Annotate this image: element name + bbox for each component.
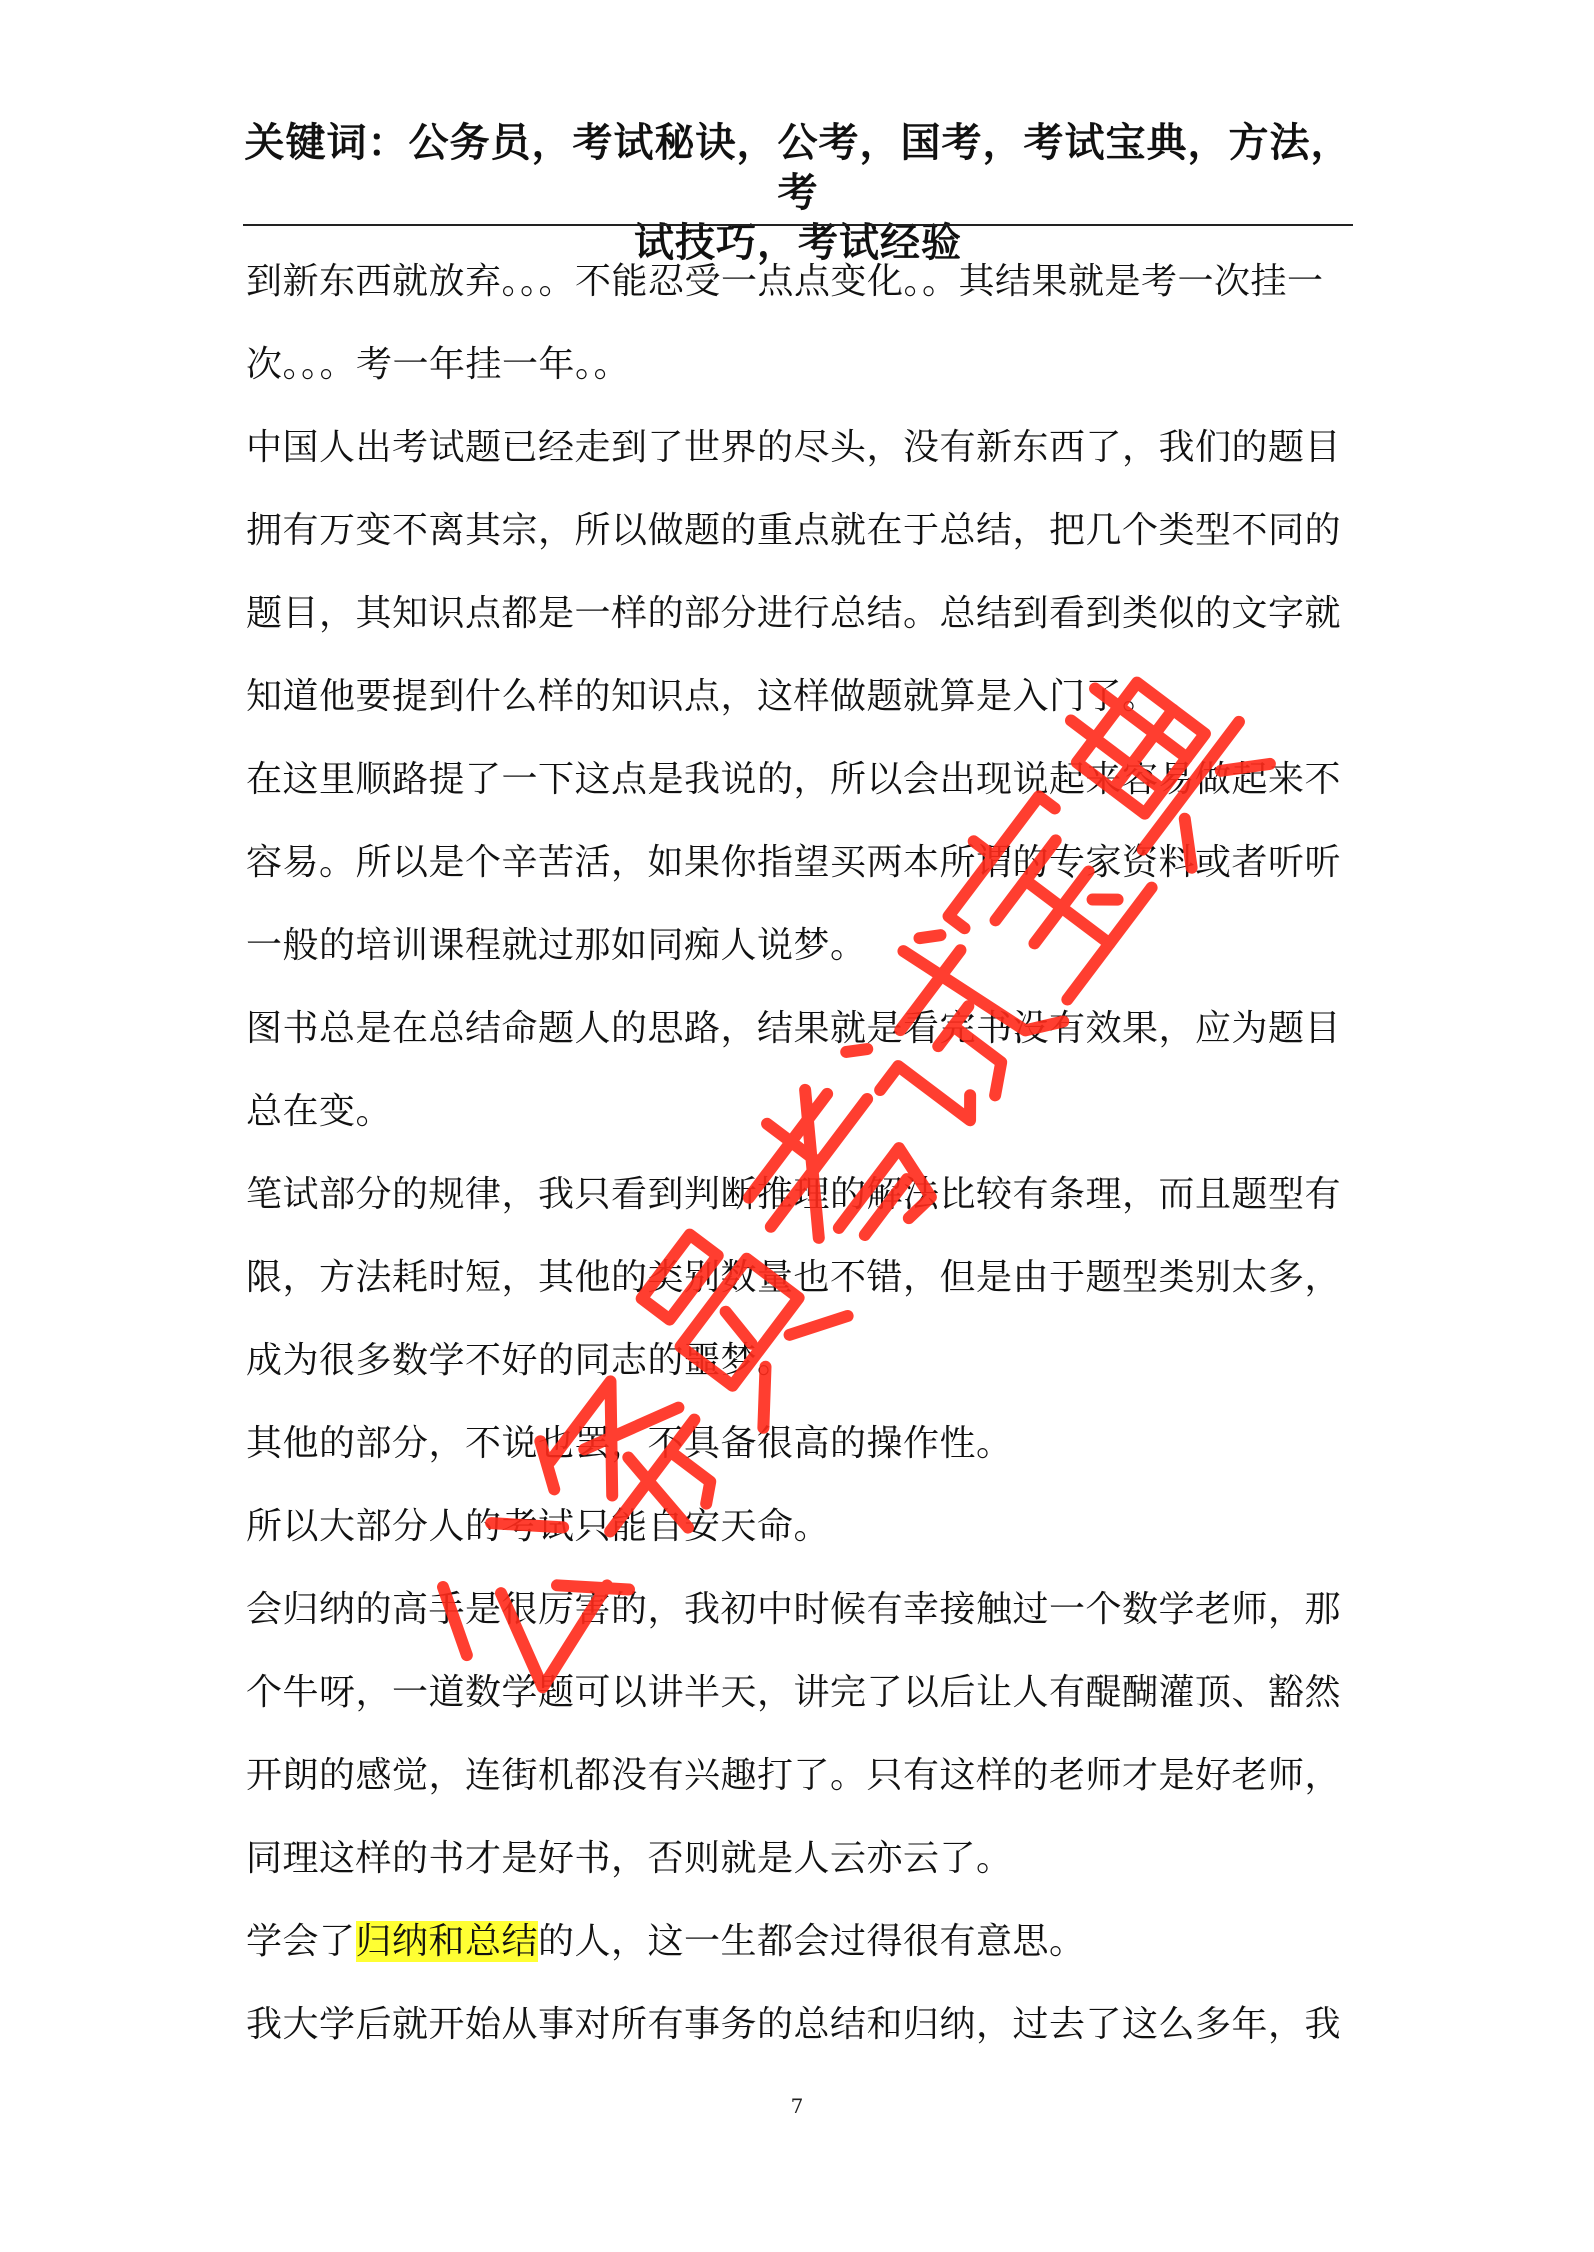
paragraph: 所以大部分人的考试只能自安天命。: [246, 1506, 831, 1547]
paragraph: 图书总是在总结命题人的思路，结果就是看完书没有效果，应为题目总在变。: [246, 1008, 1342, 1132]
paragraph-last: 我大学后就开始从事对所有事务的总结和归纳，过去了这么多年，我: [246, 2004, 1342, 2045]
document-body: [246, 240, 1356, 2066]
paragraph: 笔试部分的规律，我只看到判断推理的解法比较有条理，而且题型有限，方法耗时短，其他的类别数量也不错，但是由于题型类别太多，成为很多数学不好的同志的噩梦。: [246, 1174, 1342, 1381]
paragraph: 会归纳的高手是很厉害的，我初中时候有幸接触过一个数学老师，那个牛呀，一道数学题可以讲半天，讲完了以后让人有醍醐灌顶、豁然开朗的感觉，连街机都没有兴趣打了。只有这样的老师才是好老师，同理这样的书才是好书，否则就是人云亦云了。: [246, 1589, 1342, 1879]
paragraph: 在这里顺路提了一下这点是我说的，所以会出现说起来容易做起来不容易。所以是个辛苦活，如果你指望买两本所谓的专家资料或者听听一般的培训课程就过那如同痴人说梦。: [246, 759, 1342, 966]
header-keywords-line1: 关键词：公务员，考试秘诀，公考，国考，考试宝典，方法，考: [244, 119, 1352, 216]
highlight-before-text: 学会了: [246, 1921, 356, 1962]
paragraph: 中国人出考试题已经走到了世界的尽头，没有新东西了，我们的题目拥有万变不离其宗，所以做题的重点就在于总结，把几个类型不同的题目，其知识点都是一样的部分进行总结。总结到看到类似的文字就知道他要提到什么样的知识点，这样做题就算是入门了。: [246, 427, 1342, 717]
highlight-after-text: 的人，这一生都会过得很有意思。: [538, 1921, 1086, 1962]
highlighted-text: 归纳和总结: [355, 1921, 539, 1962]
paragraph: 其他的部分，不说也罢，不具备很高的操作性。: [246, 1423, 1013, 1464]
header-divider: [243, 224, 1353, 226]
page-number: 7: [790, 2094, 804, 2118]
highlighted-paragraph: [246, 1900, 1356, 1983]
paragraph: 到新东西就放弃。。。不能忍受一点点变化。。其结果就是考一次挂一次。。。考一年挂一年。。: [246, 261, 1324, 385]
header-keywords-line2: 试技巧，考试经验: [634, 219, 962, 266]
